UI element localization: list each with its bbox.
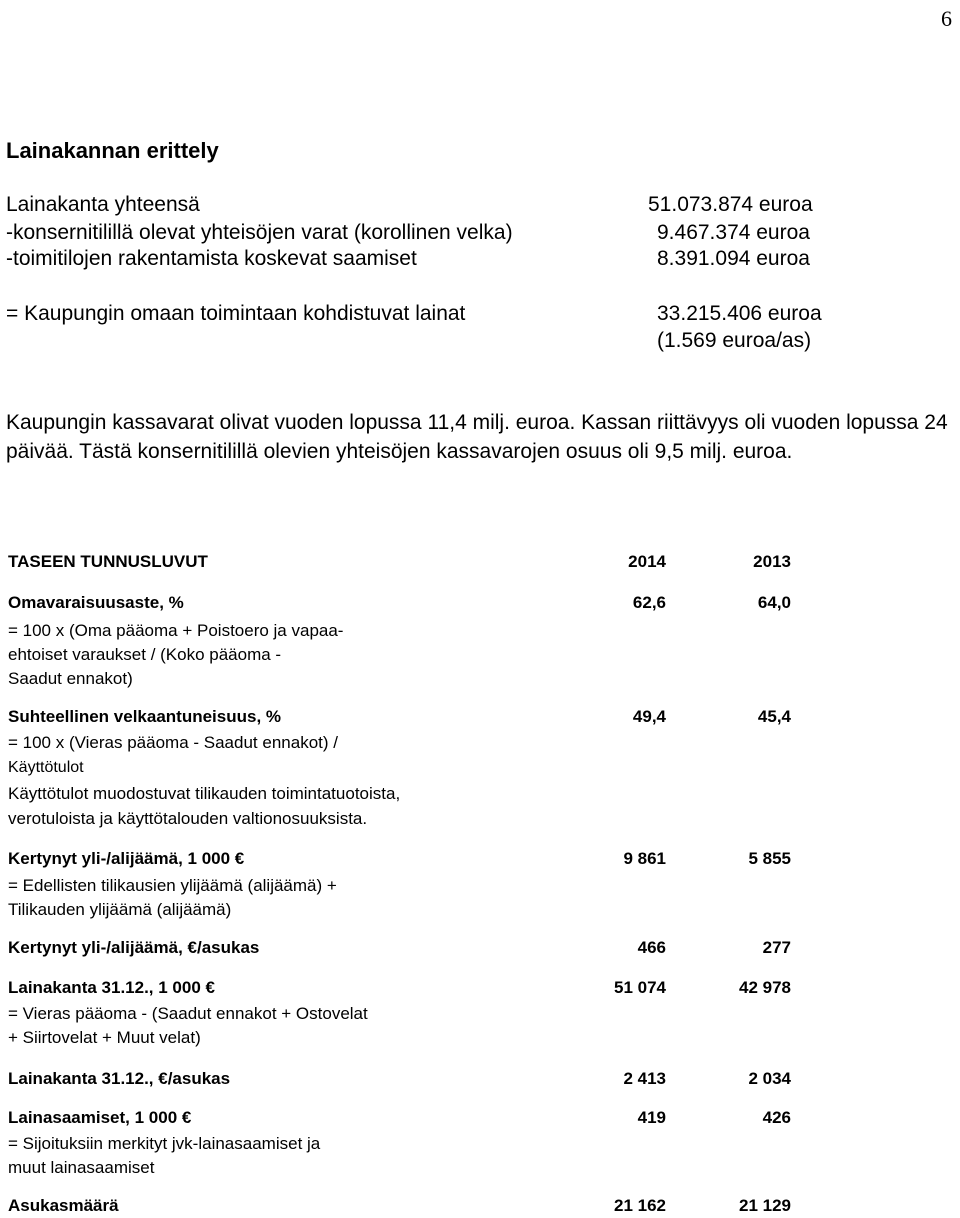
loan-label: -toimitilojen rakentamista koskevat saamiset xyxy=(6,247,417,270)
row-note: Käyttötulot xyxy=(8,759,84,776)
row-note: = Edellisten tilikausien ylijäämä (alijäämä) + xyxy=(8,876,337,895)
row-label: Lainasaamiset, 1 000 € xyxy=(8,1108,192,1127)
row-note: muut lainasaamiset xyxy=(8,1158,155,1177)
table-row xyxy=(8,705,791,729)
row-note: Tilikauden ylijäämä (alijäämä) xyxy=(8,900,232,919)
row-note: = 100 x (Vieras pääoma - Saadut ennakot) / xyxy=(8,733,338,752)
table-header xyxy=(8,550,791,574)
col-2014: 2014 xyxy=(628,552,666,571)
value-2013: 277 xyxy=(762,938,791,957)
value-2013: 21 129 xyxy=(739,1196,791,1215)
table-row xyxy=(8,1194,791,1218)
table-row xyxy=(8,1106,791,1130)
row-note: = Sijoituksiin merkityt jvk-lainasaamiset ja xyxy=(8,1134,321,1153)
loan-per-resident: (1.569 euroa/as) xyxy=(657,329,812,352)
loan-amount: 33.215.406 euroa xyxy=(657,302,822,325)
table-row xyxy=(8,976,791,1000)
row-note: + Siirtovelat + Muut velat) xyxy=(8,1028,201,1047)
value-2013: 45,4 xyxy=(757,707,791,726)
value-2013: 42 978 xyxy=(739,978,791,997)
row-label: Kertynyt yli-/alijäämä, 1 000 € xyxy=(8,849,245,868)
row-label: Lainakanta 31.12., €/asukas xyxy=(8,1069,231,1088)
value-2014: 466 xyxy=(637,938,666,957)
loan-label: = Kaupungin omaan toimintaan kohdistuvat lainat xyxy=(6,302,466,325)
loan-amount: 51.073.874 euroa xyxy=(648,193,813,216)
value-2014: 21 162 xyxy=(614,1196,666,1215)
value-2014: 49,4 xyxy=(632,707,666,726)
row-label: Suhteellinen velkaantuneisuus, % xyxy=(8,707,282,726)
col-2013: 2013 xyxy=(753,552,791,571)
page-number: 6 xyxy=(941,6,952,31)
value-2014: 62,6 xyxy=(632,593,666,612)
value-2013: 2 034 xyxy=(748,1069,791,1088)
row-label: Omavaraisuusaste, % xyxy=(8,593,184,612)
row-label: Asukasmäärä xyxy=(8,1196,119,1215)
cash-paragraph: Kaupungin kassavarat olivat vuoden lopussa 11,4 milj. euroa. Kassan riittävyys oli vuoden lopussa 24 päivää. Tästä konsernitilillä olevien yhteisöjen kassavarojen osuus oli 9,5 milj. euroa. xyxy=(6,411,948,463)
row-note: verotuloista ja käyttötalouden valtionosuuksista. xyxy=(8,809,368,828)
value-2013: 426 xyxy=(762,1108,791,1127)
loan-amount: 8.391.094 euroa xyxy=(657,247,810,270)
row-label: Kertynyt yli-/alijäämä, €/asukas xyxy=(8,938,260,957)
table-row xyxy=(8,1067,791,1091)
row-label: Lainakanta 31.12., 1 000 € xyxy=(8,978,215,997)
loan-amount: 9.467.374 euroa xyxy=(657,221,810,244)
value-2014: 51 074 xyxy=(614,978,666,997)
value-2013: 64,0 xyxy=(757,593,791,612)
loan-label: Lainakanta yhteensä xyxy=(6,193,200,216)
row-note: = 100 x (Oma pääoma + Poistoero ja vapaa- xyxy=(8,621,344,640)
row-note: Saadut ennakot) xyxy=(8,669,133,688)
value-2014: 2 413 xyxy=(623,1069,666,1088)
value-2014: 419 xyxy=(637,1108,666,1127)
section-heading: Lainakannan erittely xyxy=(6,138,219,163)
table-row xyxy=(8,936,791,960)
value-2013: 5 855 xyxy=(748,849,791,868)
loan-label: -konsernitilillä olevat yhteisöjen varat (korollinen velka) xyxy=(6,221,513,244)
table-row xyxy=(8,591,791,615)
table-title: TASEEN TUNNUSLUVUT xyxy=(8,552,208,571)
row-note: = Vieras pääoma - (Saadut ennakot + Ostovelat xyxy=(8,1004,368,1023)
row-note: Käyttötulot muodostuvat tilikauden toimintatuotoista, xyxy=(8,784,401,803)
value-2014: 9 861 xyxy=(623,849,666,868)
table-row xyxy=(8,847,791,871)
row-note: ehtoiset varaukset / (Koko pääoma - xyxy=(8,645,282,664)
